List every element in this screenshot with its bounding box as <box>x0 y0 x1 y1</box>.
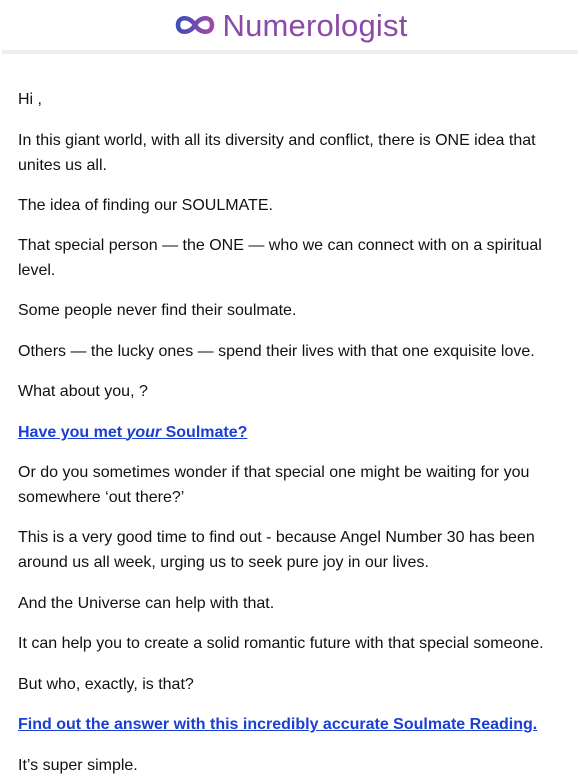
paragraph-universe-help: And the Universe can help with that. <box>18 595 275 612</box>
paragraph-special-person: That special person — the ONE — who we can connect with on a spiritual level. <box>18 237 542 279</box>
paragraph-lucky-ones: Others — the lucky ones — spend their lives with that one exquisite love. <box>18 343 535 360</box>
greeting: Hi , <box>18 91 42 108</box>
link-paragraph-soulmate-reading <box>18 712 562 737</box>
header-divider <box>2 50 578 54</box>
paragraph-super-simple: It’s super simple. <box>18 757 138 774</box>
brand-logo[interactable] <box>172 7 408 43</box>
email-header <box>0 0 580 50</box>
paragraph-who-exactly: But who, exactly, is that? <box>18 676 194 693</box>
link-text-emphasis: your <box>126 424 162 441</box>
link-text-before: Have you met <box>18 424 127 441</box>
email-body <box>0 87 580 778</box>
brand-name: Numerologist <box>222 7 408 43</box>
soulmate-reading-link[interactable]: Find out the answer with this incredibly accurate Soulmate Reading. <box>18 716 538 733</box>
link-text-after: Soulmate? <box>161 424 248 441</box>
link-paragraph-met-soulmate <box>18 420 562 445</box>
met-soulmate-link[interactable] <box>18 424 247 441</box>
paragraph-soulmate-idea: The idea of finding our SOULMATE. <box>18 197 273 214</box>
paragraph-what-about-you: What about you, ? <box>18 383 148 400</box>
infinity-icon <box>172 10 218 40</box>
paragraph-romantic-future: It can help you to create a solid romantic future with that special someone. <box>18 635 544 652</box>
paragraph-wonder: Or do you sometimes wonder if that special one might be waiting for you somewhere ‘out there?’ <box>18 464 530 506</box>
paragraph-angel-number: This is a very good time to find out - because Angel Number 30 has been around us all week, urging us to seek pure joy in our lives. <box>18 529 535 571</box>
paragraph-never-find: Some people never find their soulmate. <box>18 302 297 319</box>
paragraph-unites: In this giant world, with all its diversity and conflict, there is ONE idea that unites us all. <box>18 132 536 174</box>
